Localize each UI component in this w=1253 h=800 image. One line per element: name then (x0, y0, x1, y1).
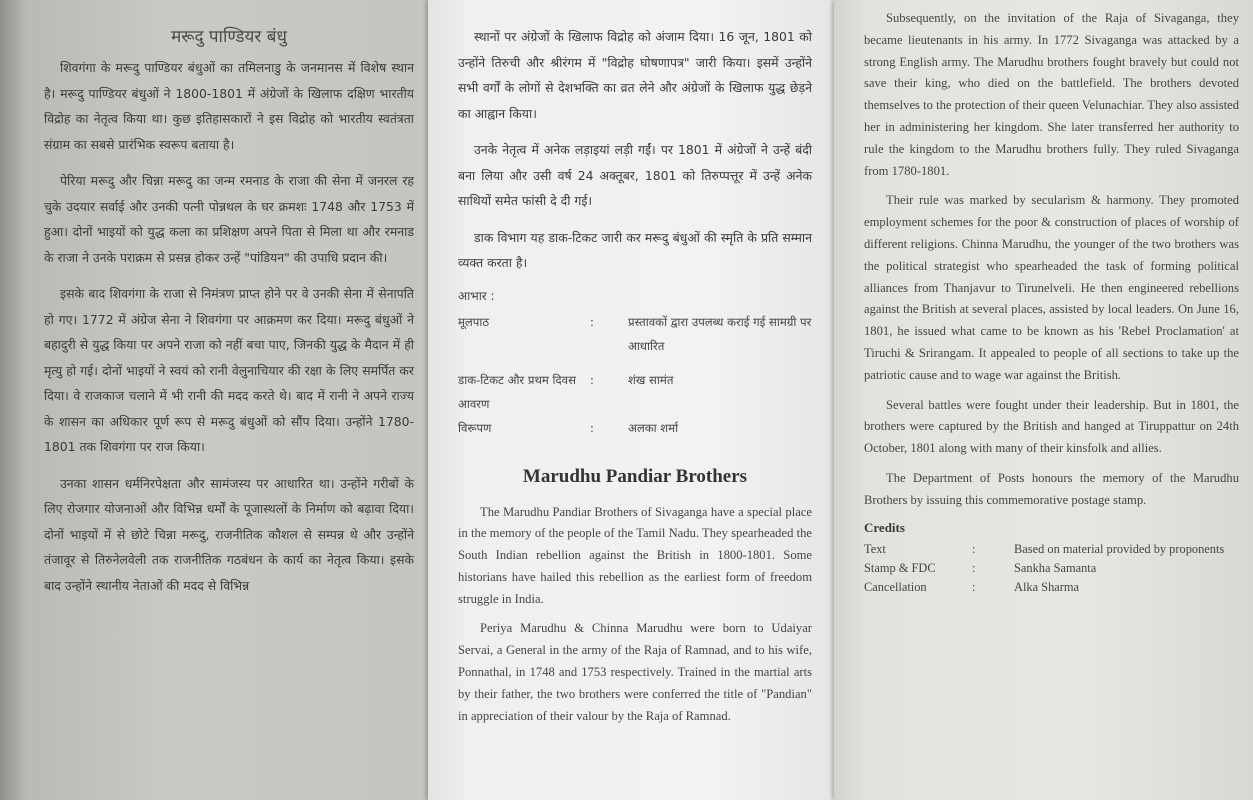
credit-label: Cancellation (864, 579, 927, 594)
credit-value: Sankha Samanta (1014, 560, 1097, 575)
credit-separator: : (590, 420, 594, 435)
credit-label: विरूपण (458, 420, 492, 435)
credit-row (864, 540, 1239, 559)
credit-value: Alka Sharma (1014, 579, 1080, 594)
credit-row (864, 559, 1239, 578)
hindi-paragraph: डाक विभाग यह डाक-टिकट जारी कर मरूदु बंधुओं की स्मृति के प्रति सम्मान व्यक्त करता है। (458, 229, 812, 270)
hindi-paragraph: स्थानों पर अंग्रेजों के खिलाफ विद्रोह को अंजाम दिया। 16 जून, 1801 को उन्होंने तिरुची और श्रीरंगम में "विद्रोह घोषणापत्र" जारी किया। इसमें उन्होंने सभी वर्गों के लोगों से देशभक्ति का व्रत लेने और अंग्रेजों के खिलाफ युद्ध छेड़ने का आह्वान किया। (458, 29, 812, 121)
hindi-credit-row (458, 416, 812, 440)
credit-value: Based on material provided by proponents (1014, 541, 1225, 556)
credit-value: शंख सामंत (628, 372, 674, 387)
english-paragraph: Periya Marudhu & Chinna Marudhu were born to Udaiyar Servai, a General in the army of the Raja of Ramnad, and to his wife, Ponnathal, in 1748 and 1753 respectively. Trained in the martial arts by their father, the two brothers were conferred the title of "Pandian" in appreciation of their valour by the Raja of Ramnad. (458, 621, 812, 723)
credit-separator: : (590, 314, 594, 329)
credit-separator: : (972, 579, 976, 594)
left-panel-hindi (0, 0, 428, 800)
english-paragraph: Several battles were fought under their leadership. But in 1801, the brothers were captured by the British and hanged at Tiruppattur on 24th October, 1801 along with many of their kinsfolk and allies. (864, 397, 1239, 456)
hindi-paragraph: पेरिया मरूदु और चिन्ना मरूदु का जन्म रमनाड के राजा की सेना में जनरल रह चुके उदयार सर्वाई और उनकी पत्नी पोन्नथल के घर क्रमशः 1748 और 1753 में हुआ। दोनों भाइयों को युद्ध कला का प्रशिक्षण अपने पिता से मिला था और रमनाड के राजा ने उनके पराक्रम से प्रसन्न होकर उन्हें "पांडियन" की उपाधि प्रदान की। (44, 173, 414, 265)
english-paragraph: Subsequently, on the invitation of the Raja of Sivaganga, they became lieutenants in his army. In 1772 Sivaganga was attacked by a strong English army. The Marudhu brothers fought bravely but could not save their king, who died on the battlefield. The brothers devoted themselves to the protection of their queen Velunachiar. They also assisted her in administering her kingdom. She later transferred her authority to rule the kingdom to the Marudhu brothers fully. They ruled Sivaganga from 1780-1801. (864, 11, 1239, 178)
hindi-paragraph: उनके नेतृत्व में अनेक लड़ाइयां लड़ी गईं। पर 1801 में अंग्रेजों ने उन्हें बंदी बना लिया और उसी वर्ष 24 अक्तूबर, 1801 को तिरुप्पत्तूर में उन्हें अनेक साथियों समेत फांसी दे दी गई। (458, 142, 812, 208)
credit-row (864, 578, 1239, 597)
credit-separator: : (972, 560, 976, 575)
hindi-paragraph: शिवगंगा के मरूदु पाण्डियर बंधुओं का तमिलनाडु के जनमानस में विशेष स्थान है। मरूदु पाण्डियर बंधुओं ने 1800-1801 में अंग्रेजों के खिलाफ दक्षिण भारतीय विद्रोह का नेतृत्व किया था। कुछ इतिहासकारों ने इस विद्रोह को भारतीय स्वतंत्रता संग्राम का सबसे प्रारंभिक स्वरूप बताया है। (44, 60, 414, 152)
credit-value: प्रस्तावकों द्वारा उपलब्ध कराई गई सामग्री पर आधारित (628, 314, 812, 353)
english-paragraph: The Marudhu Pandiar Brothers of Sivaganga have a special place in the memory of the people of the Tamil Nadu. They spearheaded the South Indian rebellion against the British in 1800-1801. Some historians have hailed this rebellion as the earliest form of freedom struggle in India. (458, 504, 812, 606)
credit-value: अलका शर्मा (628, 420, 679, 435)
english-title: Marudhu Pandiar Brothers (522, 465, 748, 487)
hindi-title: मरूदु पाण्डियर बंधु (171, 27, 287, 47)
credit-label: डाक-टिकट और प्रथम दिवस आवरण (458, 372, 576, 411)
credit-label: Stamp & FDC (864, 560, 936, 575)
hindi-paragraph: उनका शासन धर्मनिरपेक्षता और सामंजस्य पर आधारित था। उन्होंने गरीबों के लिए रोजगार योजनाओं और विभिन्न धर्मों के पूजास्थलों के निर्माण को बढ़ावा दिया। दोनों भाइयों में से छोटे चिन्ना मरूदु, राजनीतिक कौशल से सम्पन्न थे और उन्होंने तंजावूर से तिरुनेलवेली तक राजनीतिक गठबंधन के कार्य का नेतृत्व किया। इसके बाद उन्होंने स्थानीय नेताओं की मदद से विभिन्न (44, 475, 414, 593)
english-paragraph: The Department of Posts honours the memory of the Marudhu Brothers by issuing this commemorative postage stamp. (864, 470, 1239, 507)
hindi-credits-heading: आभार : (458, 288, 495, 303)
hindi-paragraph: इसके बाद शिवगंगा के राजा से निमंत्रण प्राप्त होने पर वे उनकी सेना में सेनापति हो गए। 1772 में अंग्रेज सेना ने शिवगंगा पर आक्रमण कर दिया। मरूदु बंधुओं ने बहादुरी से युद्ध किया पर अपने राजा को नहीं बचा पाए, जिनकी युद्ध के मैदान में ही मृत्यु हो गई। दोनों भाइयों ने स्वयं को रानी वेलुनाचियार की रक्षा के लिए समर्पित कर दिया। वे राजकाज चलाने में भी रानी की मदद करते थे। बाद में रानी ने अपने राज्य के शासन का अधिकार पूर्ण रूप से मरूदु बंधुओं को सौंप दिया। उन्होंने 1780-1801 तक शिवगंगा पर राज किया। (44, 286, 414, 454)
credits-heading: Credits (864, 519, 905, 535)
english-paragraph: Their rule was marked by secularism & harmony. They promoted employment schemes for the poor & construction of places of worship of different religions. Chinna Marudhu, the younger of the two brothers was the political strategist who spearheaded the task of forming political alliances from Thanjavur to Tirunelveli. He then engineered rebellions against the British at several places, assisted by local leaders. On June 16, 1801, he issued what came to be known as his 'Rebel Proclamation' at Tiruchi & Srirangam. It appealed to people of all sections to take up the patriotic cause and to wage war against the British. (864, 193, 1239, 382)
credit-separator: : (590, 372, 594, 387)
hindi-credit-row (458, 368, 812, 416)
credit-label: मूलपाठ (458, 314, 490, 329)
credit-separator: : (972, 541, 976, 556)
credit-label: Text (864, 541, 886, 556)
hindi-credit-row (458, 310, 812, 358)
middle-panel (428, 0, 834, 800)
right-panel-english (834, 0, 1253, 800)
